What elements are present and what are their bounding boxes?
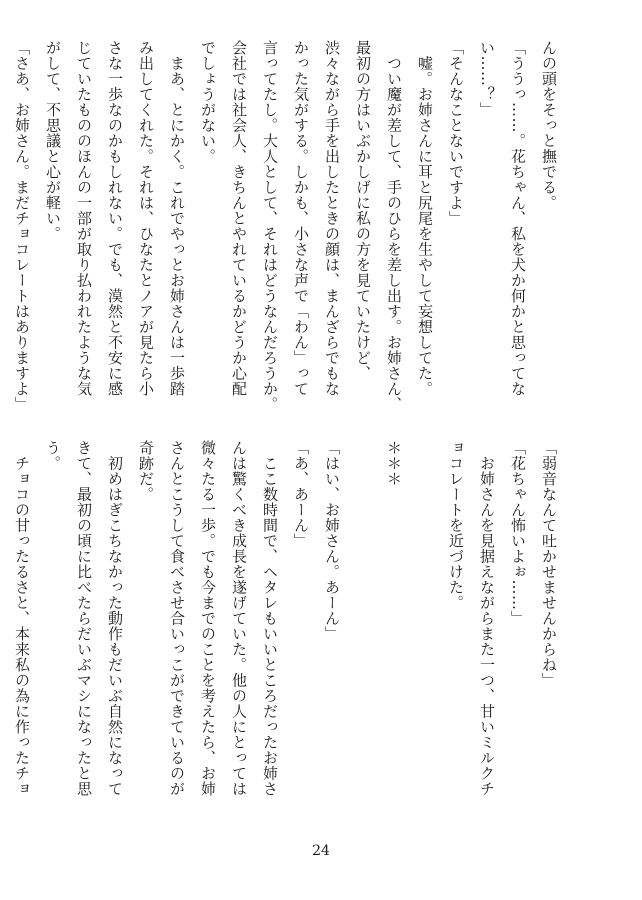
text-line: つい魔が差して、手のひらを差し出す。お姉さん、: [385, 40, 403, 412]
text-line: 奇跡だ。: [137, 440, 155, 502]
text-line: チョコの甘ったるさと、本来私の為に作ったチョ: [13, 440, 31, 797]
text-line: 最初の方はいぶかしげに私の方を見ていたけど、: [354, 40, 372, 381]
text-line: 微々たる一歩。でも今までのことを考えたら、お姉: [199, 440, 217, 797]
text-line: ここ数時間で、ヘタレもいいところだったお姉さ: [261, 440, 279, 797]
text-line: 「あ、あーん」: [292, 440, 310, 549]
text-line: さんとこうして食べさせ合いっこができているのが: [168, 440, 186, 797]
text-line: 言ってたし。大人として、それはどうなんだろうか。: [261, 40, 279, 412]
text-line: [409, 440, 440, 820]
text-line: ョコレートを近づけた。: [447, 440, 465, 611]
text-line: 初めはぎこちなかった動作もだいぶ自然になって: [106, 440, 124, 797]
text-line: 「ううっ……。花ちゃん、私を犬か何かと思ってな: [509, 40, 527, 397]
text-line: [347, 440, 378, 820]
text-line: きて、最初の頃に比べたらだいぶマシになったと思: [75, 440, 93, 797]
text-line: 渋々ながら手を出したときの顔は、まんざらでもな: [323, 40, 341, 397]
text-line: んは驚くべき成長を遂げていた。他の人にとっては: [230, 440, 248, 797]
text-line: 「さあ、お姉さん。まだチョコレートはありますよ」: [13, 40, 31, 412]
text-line: い……？」: [478, 40, 496, 118]
text-line: う。: [44, 440, 62, 471]
text-line: がして、不思議と心が軽い。: [44, 40, 62, 242]
text-line: じていたもののほんの一部が取り払われたような気: [75, 40, 93, 397]
text-line: 嘘。お姉さんに耳と尻尾を生やして妄想してた。: [416, 40, 434, 397]
text-line: 「はい、お姉さん。あーん」: [323, 440, 341, 642]
text-line: さな一歩なのかもしれない。でも、漠然と不安に感: [106, 40, 124, 397]
text-line: 「弱音なんて吐かせませんからね」: [540, 440, 558, 688]
text-line: お姉さんを見据えながらまた一つ、甘いミルクチ: [478, 440, 496, 797]
text-line: でしょうがない。: [199, 40, 217, 164]
text-line: ＊＊＊: [385, 440, 403, 487]
text-line: んの頭をそっと撫でる。: [540, 40, 558, 211]
text-line: [0, 440, 6, 820]
text-block-bottom: [13, 440, 564, 820]
text-line: かった気がする。しかも、小さな声で「わん」って: [292, 40, 310, 397]
text-line: 会社では社会人、きちんとやれているかどうか心配: [230, 40, 248, 397]
text-block-top: [13, 40, 564, 420]
text-line: 「花ちゃん怖いよぉ……」: [509, 440, 527, 626]
text-line: 「そんなことないですよ」: [447, 40, 465, 226]
page-number: 24: [312, 843, 330, 859]
text-line: み出してくれた。それは、ひなたとノアが見たら小: [137, 40, 155, 397]
text-line: まあ、とにかく。これでやっとお姉さんは一歩踏: [168, 40, 186, 397]
